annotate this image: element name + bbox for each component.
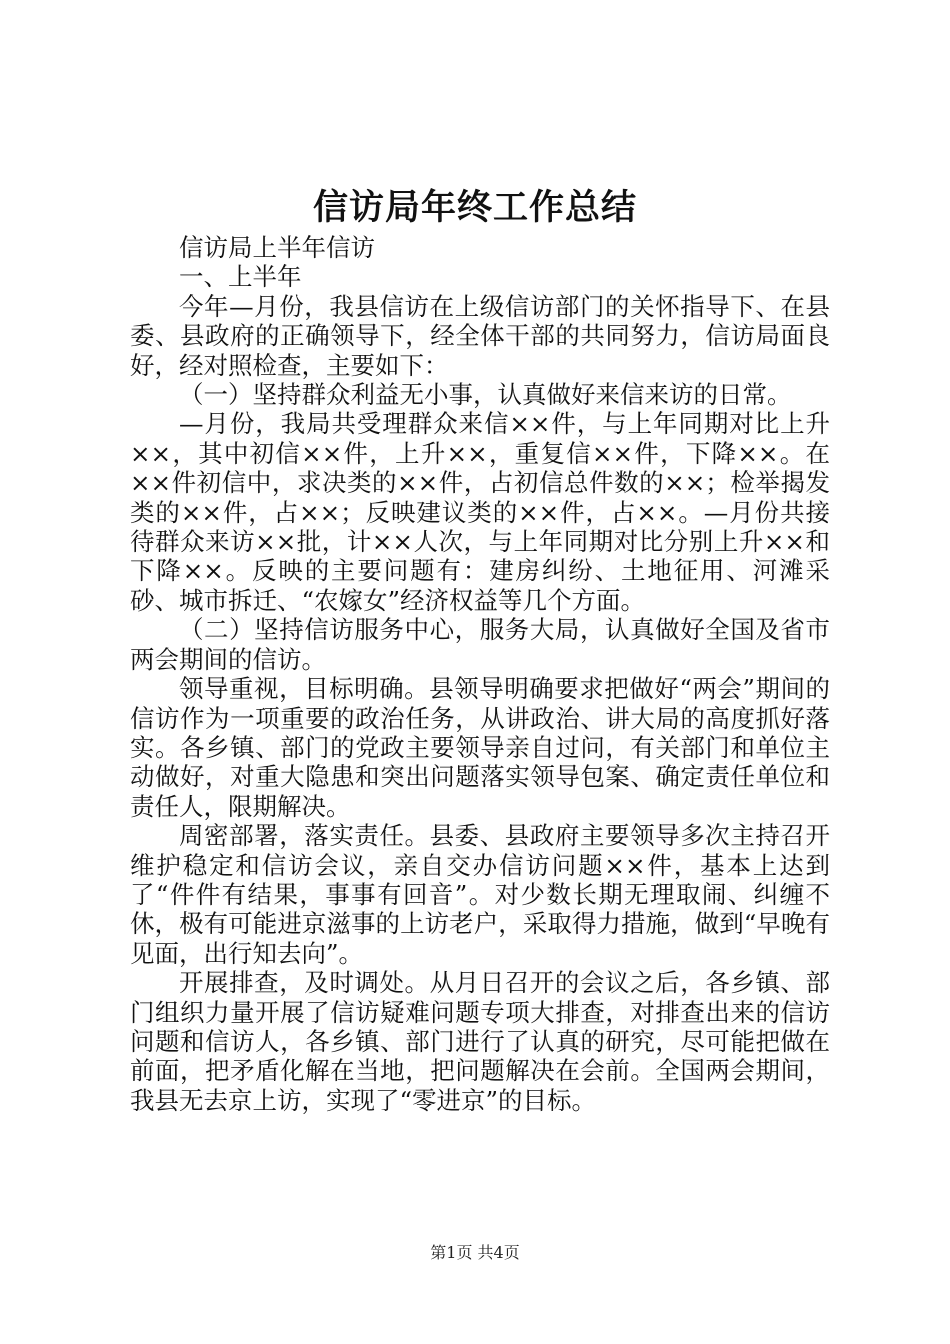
document-title: 信访局年终工作总结: [312, 188, 637, 228]
paragraph: 领导重视，目标明确。县领导明确要求把做好“两会”期间的信访作为一项重要的政治任务，从讲政治、讲大局的高度抓好落实。各乡镇、部门的党政主要领导亲自过问，有关部门和单位主动做好，对重大隐患和突出问题落实领导包案、确定责任单位和责任人，限期解决。: [130, 674, 830, 821]
paragraph: —月份，我局共受理群众来信××件，与上年同期对比上升××，其中初信××件，上升××，重复信××件，下降××。在××件初信中，求决类的××件，占初信总件数的××；检举揭发类的××件，占××；反映建议类的××件，占××。—月份共接待群众来访××批，计××人次，与上年同期对比分别上升××和下降××。反映的主要问题有：建房纠纷、土地征用、河滩采砂、城市拆迁、“农嫁女”经济权益等几个方面。: [130, 409, 830, 615]
document-body: [130, 233, 830, 1115]
paragraph: 信访局上半年信访: [179, 233, 375, 262]
paragraph: 开展排查，及时调处。从月日召开的会议之后，各乡镇、部门组织力量开展了信访疑难问题专项大排查，对排查出来的信访问题和信访人，各乡镇、部门进行了认真的研究，尽可能把做在前面，把矛盾化解在当地，把问题解决在会前。全国两会期间，我县无去京上访，实现了“零进京”的目标。: [130, 968, 830, 1115]
paragraph: 一、上半年: [179, 262, 302, 292]
paragraph: （二）坚持信访服务中心，服务大局，认真做好全国及省市两会期间的信访。: [130, 615, 830, 674]
page-footer: 第1页 共4页: [430, 1243, 520, 1262]
paragraph: （一）坚持群众利益无小事，认真做好来信来访的日常。: [179, 380, 792, 410]
paragraph: 周密部署，落实责任。县委、县政府主要领导多次主持召开维护稳定和信访会议，亲自交办信访问题××件，基本上达到了“件件有结果，事事有回音”。对少数长期无理取闹、纠缠不休，极有可能进京滋事的上访老户，采取得力措施，做到“早晚有见面，出行知去向”。: [130, 821, 830, 968]
paragraph: 今年—月份，我县信访在上级信访部门的关怀指导下、在县委、县政府的正确领导下，经全体干部的共同努力，信访局面良好，经对照检查，主要如下：: [130, 291, 830, 380]
